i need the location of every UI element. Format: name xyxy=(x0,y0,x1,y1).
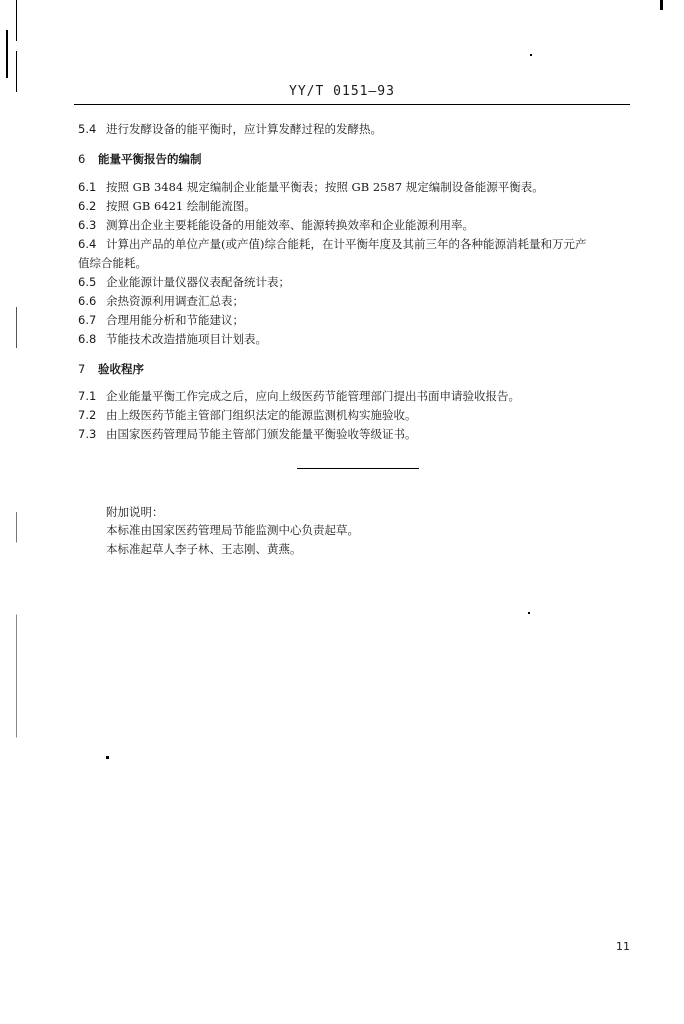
scan-speck xyxy=(528,612,530,614)
clause-6-4-continuation: 值综合能耗。 xyxy=(78,256,147,270)
clause-number: 6.1 xyxy=(78,180,97,194)
clause-text: 进行发酵设备的能平衡时，应计算发酵过程的发酵热。 xyxy=(106,122,382,136)
clause-text: 企业能源计量仪器仪表配备统计表； xyxy=(106,275,290,289)
document-header: YY/T 0151—93 xyxy=(289,84,395,99)
clause-number: 6.3 xyxy=(78,218,97,232)
clause-number: 7.3 xyxy=(78,427,97,441)
clause-text: 由上级医药节能主管部门组织法定的能源监测机构实施验收。 xyxy=(106,408,417,422)
clause-6-5 xyxy=(78,274,290,290)
scan-left-edge xyxy=(16,0,17,1024)
clause-6-3 xyxy=(78,217,474,233)
clause-number: 5.4 xyxy=(78,122,97,136)
section-7-heading xyxy=(78,361,144,377)
scan-speck xyxy=(106,756,109,759)
section-title: 验收程序 xyxy=(98,362,144,376)
clause-number: 7.1 xyxy=(78,389,97,403)
section-title: 能量平衡报告的编制 xyxy=(98,152,202,166)
clause-7-1 xyxy=(78,388,520,404)
notes-title: 附加说明： xyxy=(106,505,164,519)
clause-text: 测算出企业主要耗能设备的用能效率、能源转换效率和企业能源利用率。 xyxy=(106,218,474,232)
header-rule xyxy=(74,104,630,105)
notes-line: 本标准起草人李子林、王志刚、黄燕。 xyxy=(106,542,302,556)
clause-number: 6.4 xyxy=(78,237,97,251)
clause-6-8 xyxy=(78,331,267,347)
clause-text: 合理用能分析和节能建议； xyxy=(106,313,244,327)
clause-6-2 xyxy=(78,198,256,214)
section-number: 6 xyxy=(78,152,86,166)
clause-text: 按照 GB 3484 规定编制企业能量平衡表；按照 GB 2587 规定编制设备能源平衡表。 xyxy=(106,180,544,194)
clause-number: 6.2 xyxy=(78,199,97,213)
clause-number: 6.7 xyxy=(78,313,97,327)
clause-number: 7.2 xyxy=(78,408,97,422)
clause-number: 6.8 xyxy=(78,332,97,346)
scan-speck xyxy=(660,0,663,10)
clause-7-2 xyxy=(78,407,417,423)
clause-number: 6.5 xyxy=(78,275,97,289)
clause-text: 企业能量平衡工作完成之后，应向上级医药节能管理部门提出书面申请验收报告。 xyxy=(106,389,520,403)
clause-number: 6.6 xyxy=(78,294,97,308)
notes-line: 本标准由国家医药管理局节能监测中心负责起草。 xyxy=(106,523,359,537)
clause-7-3 xyxy=(78,426,417,442)
clause-6-7 xyxy=(78,312,244,328)
scan-speck xyxy=(530,54,532,56)
clause-text: 按照 GB 6421 绘制能流图。 xyxy=(106,199,256,213)
clause-text: 计算出产品的单位产量(或产值)综合能耗，在计平衡年度及其前三年的各种能源消耗量和万元产 xyxy=(106,237,587,251)
scan-speck xyxy=(6,30,8,78)
end-of-text-rule xyxy=(297,468,419,469)
clause-6-1 xyxy=(78,179,544,195)
clause-5-4 xyxy=(78,121,382,137)
clause-text: 余热资源利用调查汇总表； xyxy=(106,294,244,308)
page-number: 11 xyxy=(616,940,630,953)
clause-6-4 xyxy=(78,236,586,252)
clause-text: 由国家医药管理局节能主管部门颁发能量平衡验收等级证书。 xyxy=(106,427,417,441)
section-6-heading xyxy=(78,151,202,167)
clause-6-6 xyxy=(78,293,244,309)
section-number: 7 xyxy=(78,362,86,376)
clause-text: 节能技术改造措施项目计划表。 xyxy=(106,332,267,346)
